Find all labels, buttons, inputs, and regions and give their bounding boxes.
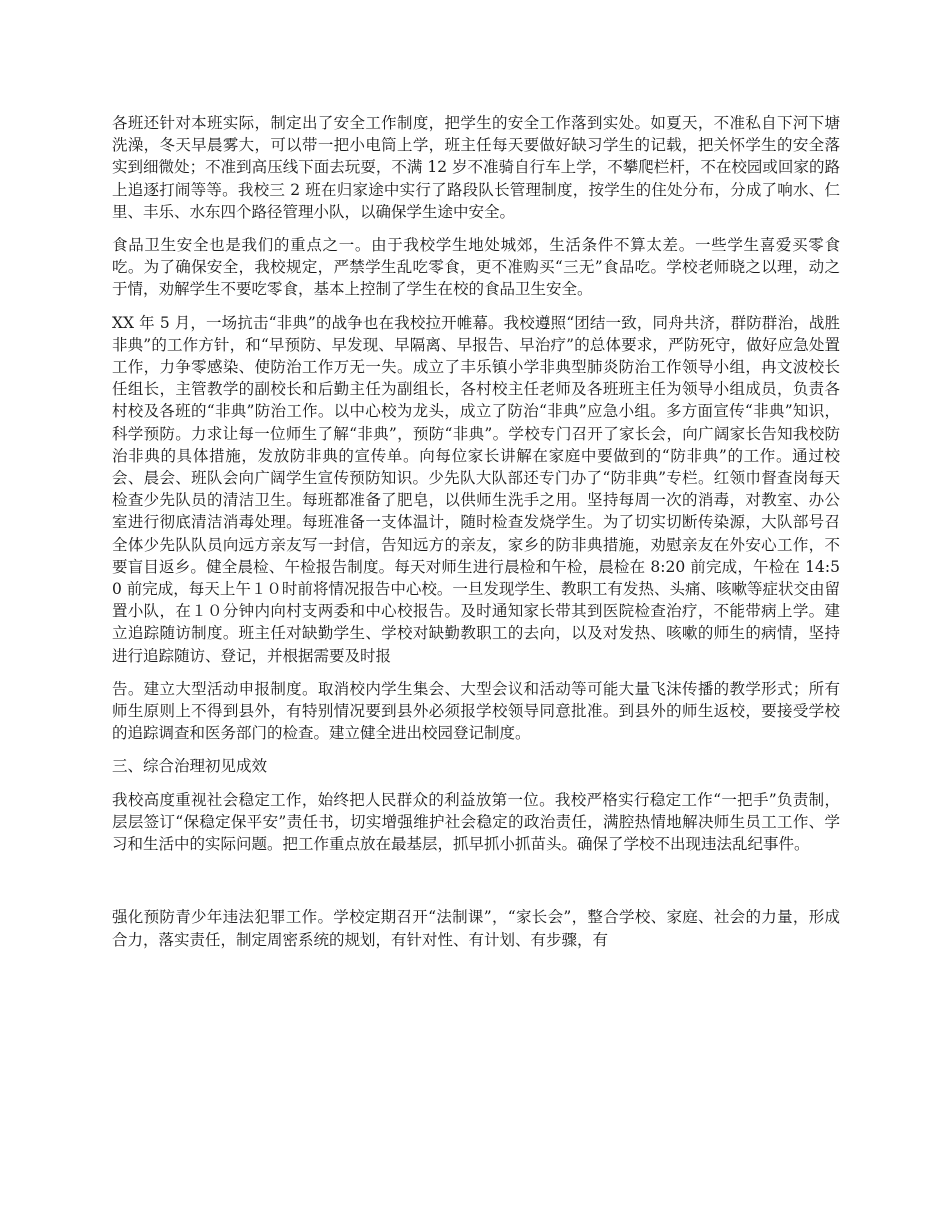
blank-gap bbox=[112, 866, 840, 906]
paragraph-food-safety: 食品卫生安全也是我们的重点之一。由于我校学生地处城郊，生活条件不算太差。一些学生喜爱买零食吃。为了确保安全，我校规定，严禁学生乱吃零食，更不准购买“三无”食品吃。学校老师晓之以理，动之于情，劝解学生不要吃零食，基本上控制了学生在校的食品卫生安全。 bbox=[112, 236, 840, 299]
section-heading: 三、综合治理初见成效 bbox=[112, 757, 268, 776]
document-page bbox=[112, 112, 840, 962]
paragraph-class-safety: 各班还针对本班实际，制定出了安全工作制度，把学生的安全工作落到实处。如夏天，不准私自下河下塘洗澡，冬天早晨雾大，可以带一把小电筒上学，班主任每天要做好缺习学生的记载，把关怀学生的安全落实到细微处；不准到高压线下面去玩耍，不满 12 岁不准骑自行车上学，不攀爬栏杆，不在校园或回家的路上追逐打闹等等。我校三 2 班在归家途中实行了路段队长管理制度，按学生的住处分布，分成了响水、仁里、丰乐、水东四个路径管理小队，以确保学生途中安全。 bbox=[112, 114, 840, 221]
paragraph-sars-prevention: XX 年 5 月，一场抗击“非典”的战争也在我校拉开帷幕。我校遵照“团结一致，同舟共济，群防群治，战胜非典”的工作方针，和“早预防、早发现、早隔离、早报告、早治疗”的总体要求，严防死守，做好应急处置工作，力争零感染、使防治工作万无一失。成立了丰乐镇小学非典型肺炎防治工作领导小组，冉文波校长任组长，主管教学的副校长和后勤主任为副组长，各村校主任老师及各班班主任为领导小组成员，负责各村校及各班的“非典”防治工作。以中心校为龙头，成立了防治“非典”应急小组。多方面宣传“非典”知识，科学预防。力求让每一位师生了解“非典”，预防“非典”。学校专门召开了家长会，向广阔家长告知我校防治非典的具体措施，发放防非典的宣传单。向每位家长讲解在家庭中要做到的“防非典”的工作。通过校会、晨会、班队会向广阔学生宣传预防知识。少先队大队部还专门办了“防非典”专栏。红领巾督查岗每天检查少先队员的清洁卫生。每班都准备了肥皂，以供师生洗手之用。坚持每周一次的消毒，对教室、办公室进行彻底清洁消毒处理。每班准备一支体温计，随时检查发烧学生。为了切实切断传染源，大队部号召全体少先队队员向远方亲友写一封信，告知远方的亲友，家乡的防非典措施，劝慰亲友在外安心工作，不要盲目返乡。健全晨检、午检报告制度。每天对师生进行晨检和午检，晨检在 8:20 前完成，午检在 14:50 前完成，每天上午１０时前将情况报告中心校。一旦发现学生、教职工有发热、头痛、咳嗽等症状交由留置小队，在１０分钟内向村支两委和中心校报告。及时通知家长带其到医院检查治疗，不能带病上学。建立追踪随访制度。班主任对缺勤学生、学校对缺勤教职工的去向，以及对发热、咳嗽的师生的病情，坚持进行追踪随访、登记，并根据需要及时报 bbox=[112, 313, 840, 665]
paragraph-youth-crime-prevention: 强化预防青少年违法犯罪工作。学校定期召开“法制课”，“家长会”，整合学校、家庭、社会的力量，形成合力，落实责任，制定周密系统的规划，有针对性、有计划、有步骤，有 bbox=[112, 908, 840, 949]
paragraph-sars-continued: 告。建立大型活动申报制度。取消校内学生集会、大型会议和活动等可能大量飞沫传播的教学形式；所有师生原则上不得到县外，有特别情况要到县外必须报学校领导同意批准。到县外的师生返校，要接受学校的追踪调查和医务部门的检查。建立健全进出校园登记制度。 bbox=[112, 679, 840, 743]
paragraph-social-stability: 我校高度重视社会稳定工作，始终把人民群众的利益放第一位。我校严格实行稳定工作“一把手”负责制，层层签订“保稳定保平安”责任书，切实增强维护社会稳定的政治责任，满腔热情地解决师生员工工作、学习和生活中的实际问题。把工作重点放在最基层，抓早抓小抓苗头。确保了学校不出现违法乱纪事件。 bbox=[112, 790, 840, 854]
